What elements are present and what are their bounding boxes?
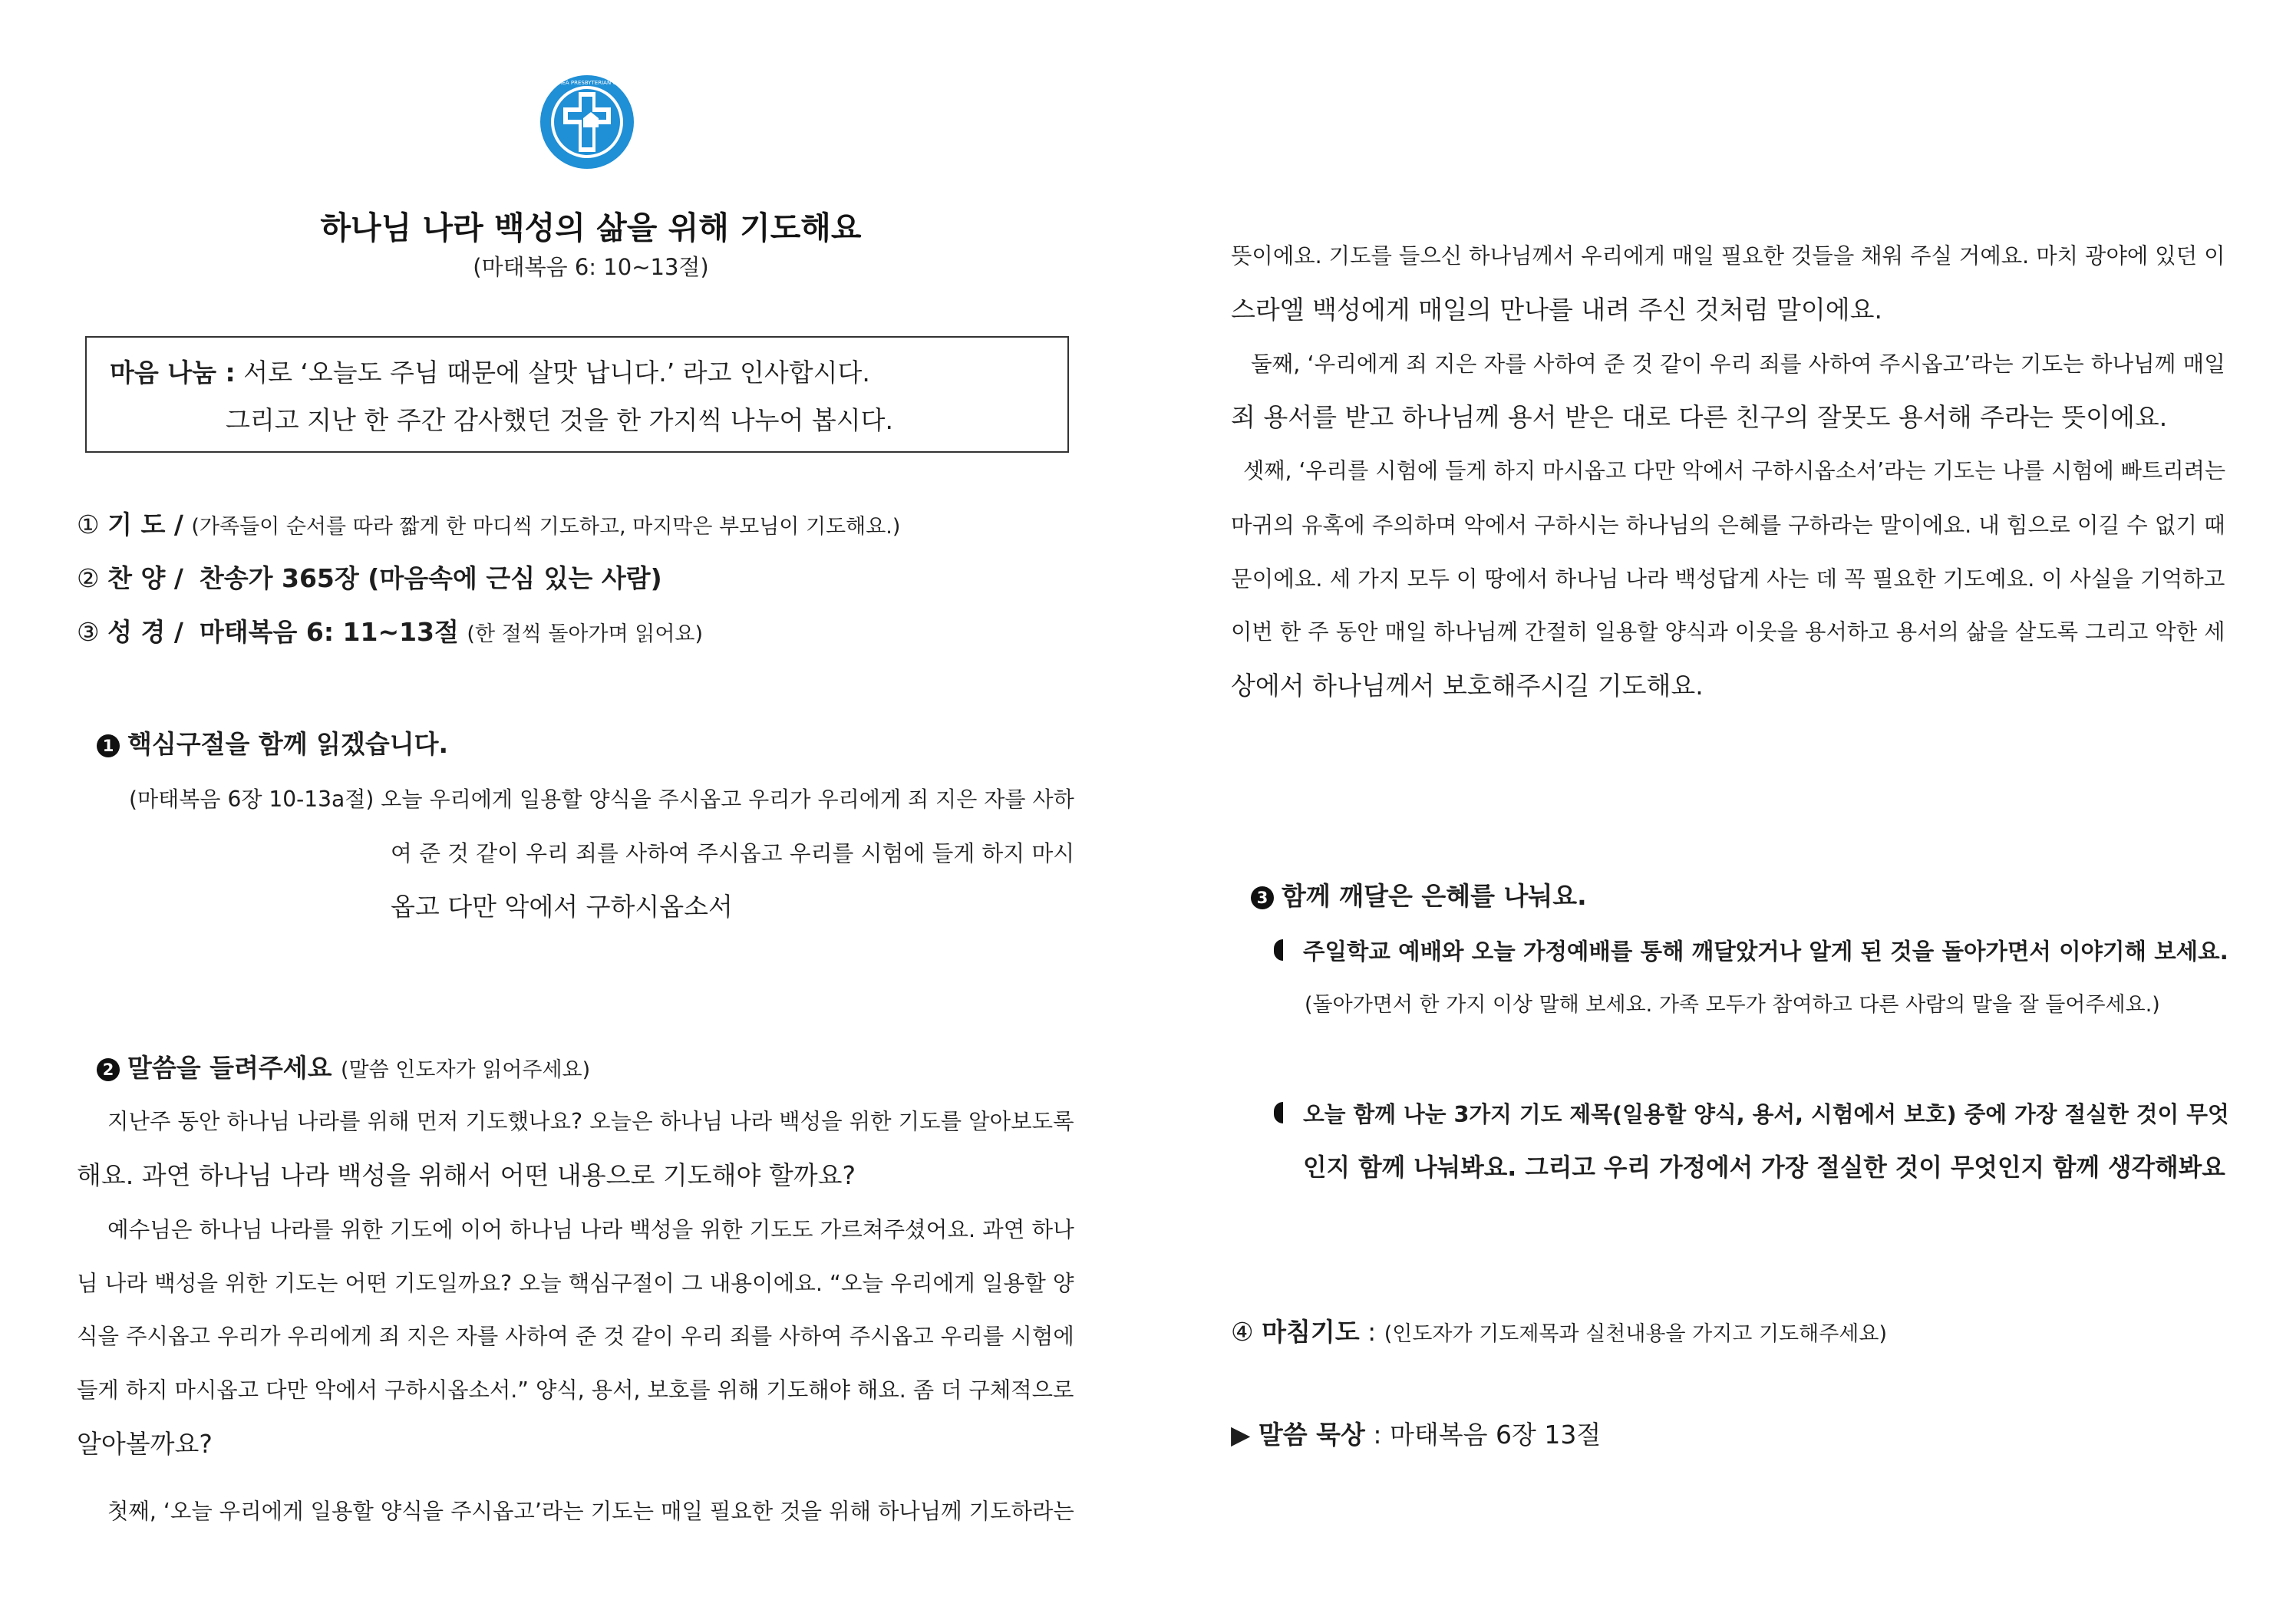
section2-title: 말씀을 들려주세요 [127, 1053, 332, 1083]
section1-line-2: 여 준 것 같이 우리 죄를 사하여 주시옵고 우리를 시험에 들게 하지 마시 [391, 840, 1075, 866]
body-line: 지난주 동안 하나님 나라를 위해 먼저 기도했나요? 오늘은 하나님 나라 백성을 위한 기도를 알아보도록 [107, 1109, 1074, 1134]
section2-heading [97, 1053, 590, 1086]
section3-heading [1251, 881, 1587, 912]
bible-text: 마태복음 6: 11~13절 [199, 617, 459, 647]
closing-label: 마침기도 [1262, 1317, 1360, 1347]
order-number: ④ [1231, 1317, 1254, 1347]
order-prayer [77, 510, 900, 543]
section1-verse: 오늘 우리에게 일용할 양식을 주시옵고 우리가 우리에게 죄 지은 자를 사하 [381, 787, 1074, 812]
closing-note: (인도자가 기도제목과 실천내용을 가지고 기도해주세요) [1384, 1322, 1888, 1346]
question-bullet-icon [1274, 1102, 1283, 1123]
meditation [1231, 1420, 1601, 1450]
body-line: 죄 용서를 받고 하나님께 용서 받은 대로 다른 친구의 잘못도 용서해 주라는 뜻이에요. [1231, 402, 2168, 432]
section1-line-3: 옵고 다만 악에서 구하시옵소서 [391, 892, 733, 922]
bible-note: (한 절씩 돌아가며 읽어요) [467, 622, 704, 646]
order-label: 기 도 / [107, 510, 183, 539]
closing-prayer [1231, 1317, 1887, 1350]
closing-colon: : [1359, 1317, 1384, 1347]
sharing-line-2: 그리고 지난 한 주간 감사했던 것을 한 가지씩 나누어 봅시다. [226, 405, 893, 435]
body-line: 마귀의 유혹에 주의하며 악에서 구하시는 하나님의 은혜를 구하라는 말이에요. 내 힘으로 이길 수 없기 때 [1231, 512, 2225, 538]
page-title: 하나님 나라 백성의 삶을 위해 기도해요 [320, 209, 862, 246]
body-line: 알아볼까요? [77, 1429, 213, 1459]
order-label: 성 경 / [107, 617, 183, 647]
section1-title: 핵심구절을 함께 읽겠습니다. [127, 729, 449, 759]
section-number-badge: 3 [1251, 886, 1274, 909]
sharing-text-1: 서로 ‘오늘도 주님 때문에 살맛 납니다.’ 라고 인사합시다. [243, 358, 870, 388]
order-bible [77, 617, 703, 650]
body-line: 식을 주시옵고 우리가 우리에게 죄 지은 자를 사하여 준 것 같이 우리 죄를 사하여 주시옵고 우리를 시험에 [77, 1324, 1074, 1349]
body-line: 둘째, ‘우리에게 죄 지은 자를 사하여 준 것 같이 우리 죄를 사하여 주시옵고’라는 기도는 하나님께 매일 [1251, 351, 2225, 377]
section-number-badge: 2 [97, 1058, 120, 1081]
body-line: 들게 하지 마시옵고 다만 악에서 구하시옵소서.” 양식, 용서, 보호를 위해 기도해야 해요. 좀 더 구체적으로 [77, 1377, 1074, 1403]
svg-text:THE KOREA PRESBYTERIAN CHURCH: THE KOREA PRESBYTERIAN CHURCH [539, 80, 635, 86]
meditation-colon: : [1364, 1420, 1390, 1450]
order-hymn [77, 563, 662, 594]
body-line: 뜻이에요. 기도를 들으신 하나님께서 우리에게 매일 필요한 것들을 채워 주실 거예요. 마치 광야에 있던 이 [1231, 243, 2225, 269]
order-label: 찬 양 / [107, 563, 183, 593]
church-logo [539, 74, 635, 170]
body-line: 님 나라 백성을 위한 기도는 어떤 기도일까요? 오늘 핵심구절이 그 내용이에요. “오늘 우리에게 일용할 양 [77, 1270, 1074, 1296]
scripture-reference: (마태복음 6: 10~13절) [473, 254, 709, 280]
question-1-text: 주일학교 예배와 오늘 가정예배를 통해 깨달았거나 알게 된 것을 돌아가면서 이야기해 보세요. [1303, 939, 2228, 965]
body-line: 문이에요. 세 가지 모두 이 땅에서 하나님 나라 백성답게 사는 데 꼭 필요한 기도예요. 이 사실을 기억하고 [1231, 566, 2225, 592]
body-line: 해요. 과연 하나님 나라 백성을 위해서 어떤 내용으로 기도해야 할까요? [77, 1160, 856, 1190]
question-2 [1274, 1099, 2229, 1130]
section1-heading [97, 729, 448, 760]
body-line: 셋째, ‘우리를 시험에 들게 하지 마시옵고 다만 악에서 구하시옵소서’라는 기도는 나를 시험에 빠트리려는 [1243, 458, 2226, 483]
body-line: 상에서 하나님께서 보호해주시길 기도해요. [1231, 671, 1704, 701]
section1-line-1 [129, 784, 1074, 815]
sharing-line-1 [110, 358, 870, 388]
body-line: 예수님은 하나님 나라를 위한 기도에 이어 하나님 나라 백성을 위한 기도도 가르쳐주셨어요. 과연 하나 [107, 1216, 1074, 1242]
section3-title: 함께 깨달은 은혜를 나눠요. [1282, 881, 1587, 911]
section1-ref: (마태복음 6장 10-13a절) [129, 787, 374, 812]
body-line: 첫째, ‘오늘 우리에게 일용할 양식을 주시옵고’라는 기도는 매일 필요한 것을 위해 하나님께 기도하라는 [107, 1499, 1074, 1524]
hymn-text: 찬송가 365장 (마음속에 근심 있는 사람) [199, 563, 662, 593]
meditation-label: 말씀 묵상 [1258, 1420, 1365, 1450]
sharing-label: 마음 나눔 : [110, 358, 236, 388]
section2-note: (말씀 인도자가 읽어주세요) [341, 1058, 591, 1082]
order-number: ③ [77, 617, 100, 647]
question-2-line-2: 인지 함께 나눠봐요. 그리고 우리 가정에서 가장 절실한 것이 무엇인지 함께 생각해봐요 [1303, 1154, 2225, 1182]
question-bullet-icon [1274, 939, 1283, 961]
order-note: (가족들이 순서를 따라 짧게 한 마디씩 기도하고, 마지막은 부모님이 기도해요.) [191, 515, 901, 539]
order-number: ① [77, 510, 100, 539]
question-1 [1274, 936, 2228, 967]
order-number: ② [77, 563, 100, 593]
arrow-right-icon: ▶ [1231, 1420, 1251, 1450]
body-line: 스라엘 백성에게 매일의 만나를 내려 주신 것처럼 말이에요. [1231, 295, 1882, 325]
question-1-note: (돌아가면서 한 가지 이상 말해 보세요. 가족 모두가 참여하고 다른 사람의 말을 잘 들어주세요.) [1305, 993, 2160, 1017]
section-number-badge: 1 [97, 734, 120, 757]
body-line: 이번 한 주 동안 매일 하나님께 간절히 일용할 양식과 이웃을 용서하고 용서의 삶을 살도록 그리고 악한 세 [1231, 619, 2225, 645]
question-2-text: 오늘 함께 나눈 3가지 기도 제목(일용할 양식, 용서, 시험에서 보호) 중에 가장 절실한 것이 무엇 [1303, 1101, 2229, 1127]
meditation-text: 마태복음 6장 13절 [1390, 1420, 1602, 1450]
